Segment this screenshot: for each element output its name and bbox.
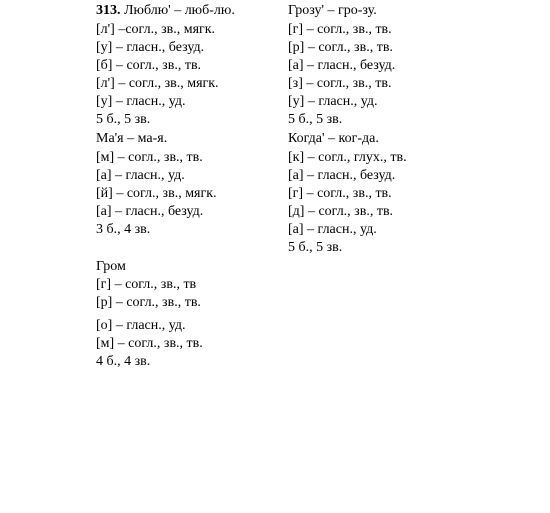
summary-line: 5 б., 5 зв. [288,112,343,127]
sound-line: [м] – согл., зв., тв. [96,336,203,351]
sound-line: [а] – гласн., безуд. [288,58,396,73]
sound-line: [у] – гласн., уд. [96,94,186,109]
sound-line: [а] – гласн., безуд. [288,168,396,183]
sound-line: [у] – гласн., безуд. [96,40,205,55]
sound-line: [г] – согл., зв., тв [96,277,197,292]
sound-line: [б] – согл., зв., тв. [96,58,202,73]
sound-line: [г] – согл., зв., тв. [288,186,392,201]
sound-line: [л'] – согл., зв., мягк. [96,76,219,91]
sound-line: [а] – гласн., безуд. [96,204,204,219]
sound-line: [а] – гласн., уд. [96,168,185,183]
summary-line: 5 б., 5 зв. [288,240,343,255]
exercise-number: 313. [96,3,121,18]
sound-line: [г] – согл., зв., тв. [288,22,392,37]
word-header: Ма'я – ма-я. [96,131,168,146]
sound-line: [о] – гласн., уд. [96,318,186,333]
sound-line: [к] – согл., глух., тв. [288,150,407,165]
sound-line: [й] – согл., зв., мягк. [96,186,217,201]
summary-line: 5 б., 5 зв. [96,112,151,127]
sound-line: [л'] –согл., зв., мягк. [96,22,216,37]
sound-line: [д] – согл., зв., тв. [288,204,394,219]
sound-line: [з] – согл., зв., тв. [288,76,392,91]
sound-line: [м] – согл., зв., тв. [96,150,203,165]
sound-line: [а] – гласн., уд. [288,222,377,237]
summary-line: 4 б., 4 зв. [96,354,151,369]
summary-line: 3 б., 4 зв. [96,222,151,237]
word-header-text: Люблю' – люб-лю. [124,3,235,18]
sound-line: [у] – гласн., уд. [288,94,378,109]
word-header: Грозу' – гро-зу. [288,3,377,18]
word-header: Когда' – ког-да. [288,131,379,146]
sound-line: [р] – согл., зв., тв. [96,295,201,310]
word-header [96,2,235,20]
word-header: Гром [96,259,126,274]
sound-line: [р] – согл., зв., тв. [288,40,393,55]
